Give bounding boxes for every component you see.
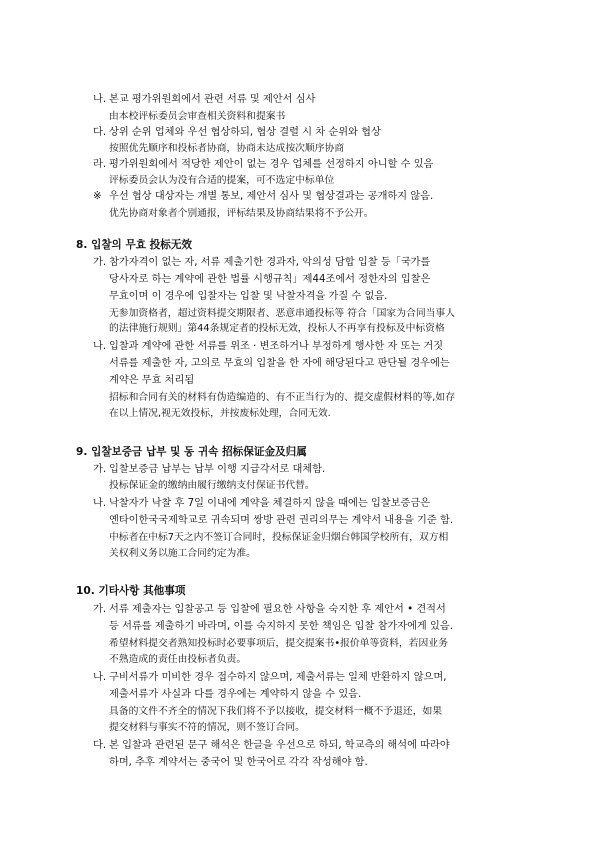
item-text-ko: 무효이며 이 경우에 입찰자는 입찰 및 낙찰자격을 가질 수 없음. xyxy=(109,291,388,302)
item-marker: 다. xyxy=(93,740,107,751)
item-text-zh: 在以上情况,视无效投标，并按废标处理，合同无效. xyxy=(109,408,331,419)
item-text-zh: 希望材料提交者熟知投标时必要事项后，提交提案书•报价单等资料，若因业务 xyxy=(109,638,448,649)
item-marker: 가. xyxy=(93,257,107,268)
item-text-zh: 提交材料与事实不符的情况，则不签订合同。 xyxy=(109,722,305,733)
note-marker: ※ xyxy=(93,191,102,202)
item-text-zh: 评标委员会认为没有合适的提案，可不选定中标单位 xyxy=(109,175,335,186)
item-text-zh: 无参加资格者，超过资料提交期限者、恶意串通投标等 符合「国家为合同当事人 xyxy=(109,308,456,319)
section-heading-8: 8. 입찰의 무효 投标无效 xyxy=(76,239,193,251)
item-text-zh: 具备的文件不齐全的情况下我们将不予以接收，提交材料一概不予退还，如果 xyxy=(109,706,443,717)
note-text-zh: 优先协商对象者个别通报，评标结果及协商结果将不予公开。 xyxy=(109,208,374,219)
item-text-ko: 본교 평가위원회에서 관련 서류 및 제안서 심사 xyxy=(109,94,316,105)
item-marker: 나. xyxy=(93,672,107,683)
item-text-ko: 옌타이한국국제학교로 귀속되며 쌍방 관련 권리의무는 계약서 내용을 기준 함. xyxy=(109,515,454,526)
section-heading-10: 10. 기타사항 其他事项 xyxy=(76,585,186,597)
item-marker: 가. xyxy=(93,464,107,475)
item-text-ko: 서류 제출자는 입찰공고 등 입찰에 필요한 사항을 숙지한 후 제안서 • 견적서 xyxy=(109,604,446,615)
item-text-ko: 상위 순위 업체와 우선 협상하되, 협상 결렬 시 차 순위와 협상 xyxy=(109,127,381,138)
item-text-ko: 하며, 추후 계약서는 중국어 및 한국어로 각각 작성해야 함. xyxy=(109,757,368,768)
item-text-zh: 由本校评标委员会审查相关资料和提案书 xyxy=(109,111,286,122)
item-text-ko: 낙찰자가 낙찰 후 7일 이내에 계약을 체결하지 않을 때에는 입찰보증금은 xyxy=(109,498,431,509)
item-text-ko: 등 서류를 제출하기 바라며, 이를 숙지하지 못한 책임은 입찰 참가자에게 있음. xyxy=(109,621,453,632)
item-text-zh: 的法律施行规则」第44条规定者的投标无效，投标人不再享有投标及中标资格 xyxy=(109,323,445,334)
item-text-zh: 关权利义务以施工合同约定为准。 xyxy=(109,548,256,559)
item-text-ko: 평가위원회에서 적당한 제안이 없는 경우 업체를 선정하지 아니할 수 있음 xyxy=(109,159,434,170)
item-text-ko: 제출서류가 사실과 다를 경우에는 계약하지 않을 수 있음. xyxy=(109,689,362,700)
item-text-ko: 구비서류가 미비한 경우 접수하지 않으며, 제출서류는 일체 반환하지 않으며, xyxy=(109,672,447,683)
item-marker: 다. xyxy=(93,127,107,138)
item-text-ko: 입찰과 계약에 관한 서류를 위조 · 변조하거나 부정하게 행사한 자 또는 거짓 xyxy=(109,341,444,352)
item-text-ko: 본 입찰과 관련된 문구 해석은 한글을 우선으로 하되, 학교측의 해석에 따라야 xyxy=(109,740,450,751)
section-heading-9: 9. 입찰보증금 납부 및 동 귀속 招标保证金及归属 xyxy=(76,446,307,458)
item-text-ko: 계약은 무효 처리됨 xyxy=(109,375,195,386)
item-text-ko: 서류를 제출한 자, 고의로 무효의 입찰을 한 자에 해당된다고 판단될 경우에는 xyxy=(109,358,450,369)
item-text-ko: 당사자로 하는 계약에 관한 법률 시행규칙」제44조에서 정한자의 입찰은 xyxy=(109,274,431,285)
item-marker: 라. xyxy=(93,159,107,170)
item-text-ko: 참가자격이 없는 자, 서류 제출기한 경과자, 악의성 담합 입찰 등「국가를 xyxy=(109,257,431,268)
note-text-ko: 우선 협상 대상자는 개별 통보, 제안서 심사 및 협상결과는 공개하지 않음. xyxy=(109,191,434,202)
item-text-ko: 입찰보증금 납부는 납부 이행 지급각서로 대체함. xyxy=(109,464,326,475)
item-marker: 나. xyxy=(93,94,107,105)
item-text-zh: 招标和合同有关的材料有伪造编造的、有不正当行为的、提交虚假材料的等,如存 xyxy=(109,392,456,403)
item-marker: 나. xyxy=(93,498,107,509)
item-text-zh: 投标保证金的缴纳由履行缴纳支付保证书代替。 xyxy=(109,480,315,491)
item-text-zh: 不熟造成的责任由投标者负责。 xyxy=(109,654,247,665)
item-text-zh: 按照优先顺序和投标者协商，协商未达成按次顺序协商 xyxy=(109,143,345,154)
item-marker: 나. xyxy=(93,341,107,352)
item-text-zh: 中标者在中标7天之内不签订合同时，投标保证金归烟台韩国学校所有，双方相 xyxy=(109,532,449,543)
item-marker: 가. xyxy=(93,604,107,615)
